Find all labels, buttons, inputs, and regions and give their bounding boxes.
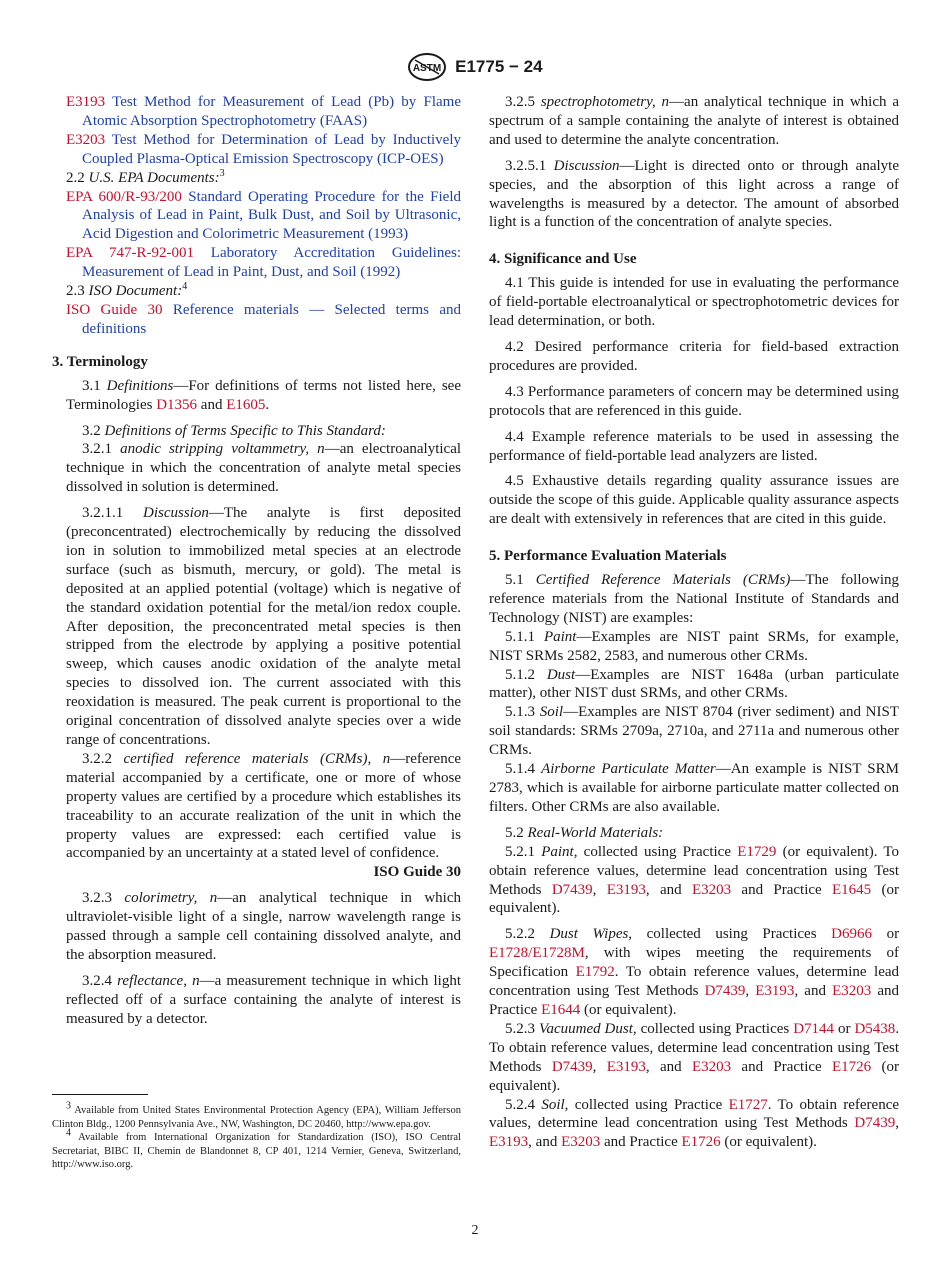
reference-link[interactable]: D7144 xyxy=(793,1020,835,1037)
paragraph-3-2-4: 3.2.4 reflectance, n—a measurement technique in which light reflected off of a surface containing the analyte of interest is measured by a detector. xyxy=(66,972,462,1027)
reference-link[interactable]: E1792 xyxy=(575,964,615,981)
paragraph-5-2: 5.2 Real-World Materials: xyxy=(505,824,664,841)
paragraph-5-1-3: 5.1.3 Soil—Examples are NIST 8704 (river sediment) and NIST soil standards: SRMs 2709a, 2710a, and 2711a and numerous other CRMs. xyxy=(489,704,899,759)
astm-logo-icon xyxy=(407,52,447,82)
reference-code[interactable]: ISO Guide 30 xyxy=(66,301,163,318)
reference-link[interactable]: E1605 xyxy=(226,396,266,413)
reference-title[interactable]: Reference materials — Selected terms and definitions xyxy=(82,301,461,337)
reference-link[interactable]: E3193 xyxy=(606,1058,646,1075)
reference-link[interactable]: E3203 xyxy=(691,1058,732,1075)
footnotes xyxy=(52,1100,462,1172)
paragraph-4-4: 4.4 Example reference materials to be used in assessing the performance of field-portable lead analyzers are listed. xyxy=(489,428,900,464)
paragraph-5-2-3: 5.2.3 Vacuumed Dust, collected using Practices D7144 or D5438. To obtain reference values, determine lead concentration using Test Methods D7439, E3193, and E3203 and Practice E1726 (or equivalent). xyxy=(489,1020,900,1094)
reference-link[interactable]: D5438 xyxy=(854,1020,896,1037)
reference-link[interactable]: E3203 xyxy=(561,1134,601,1151)
paragraph-4-2: 4.2 Desired performance criteria for field-based extraction procedures are provided. xyxy=(489,338,899,374)
paragraph-3-2-5-1: 3.2.5.1 Discussion—Light is directed onto or through analyte species, and the absorption of this light across a range of wavelengths is measured by a detector. The amount of absorbed light is a function of the concentration of analyte species. xyxy=(489,157,899,231)
reference-title[interactable]: Laboratory Accreditation Guidelines: Measurement of Lead in Paint, Dust, and Soil (1992) xyxy=(82,245,462,281)
page-number: 2 xyxy=(471,1223,479,1238)
reference-code[interactable]: E3193 xyxy=(66,94,106,110)
reference-code[interactable]: EPA 747-R-92-001 xyxy=(66,245,194,262)
paragraph-3-2-3: 3.2.3 colorimetry, n—an analytical technique in which ultraviolet-visible light of a single, narrow wavelength range is passed through a sample cell containing dissolved analyte, and the absorption measured. xyxy=(66,890,462,963)
footnote-divider xyxy=(52,1094,148,1095)
designation: E1775 − 24 xyxy=(455,56,543,76)
reference-item xyxy=(66,301,461,339)
paragraph-5-1-1: 5.1.1 Paint—Examples are NIST paint SRMs, for example, NIST SRMs 2582, 2583, and numerous other CRMs. xyxy=(489,628,899,664)
reference-item xyxy=(66,188,461,245)
paragraph-3-1: 3.1 Definitions—For definitions of terms not listed here, see Terminologies D1356 and E1605. xyxy=(66,377,461,413)
paragraph-4-1: 4.1 This guide is intended for use in evaluating the performance of field-portable electroanalytical or spectrophotometric devices for lead determination, or both. xyxy=(489,275,899,330)
paragraph-3-2-2: 3.2.2 certified reference materials (CRMs), n—reference material accompanied by a certificate, one or more of whose property values are certified by a procedure which establishes its traceability to an accurate realization of the unit in which the property values are expressed: each certified value is accompanied by an uncertainty at a stated level of confidence. xyxy=(66,750,462,862)
reference-link[interactable]: E3203 xyxy=(691,881,732,898)
reference-item xyxy=(66,131,461,169)
source-citation: ISO Guide 30 xyxy=(373,864,461,881)
paragraph-3-2: 3.2 Definitions of Terms Specific to This Standard: xyxy=(82,422,386,439)
reference-title[interactable]: Standard Operating Procedure for the Field Analysis of Lead in Paint, Bulk Dust, and Soil by Ultrasonic, Acid Digestion and Colorimetric Measurement (1993) xyxy=(82,188,462,243)
reference-link[interactable]: D6966 xyxy=(831,926,872,943)
right-column xyxy=(489,93,899,1152)
reference-link[interactable]: E1728/E1728M xyxy=(489,945,585,962)
reference-link[interactable]: E1726 xyxy=(681,1134,721,1151)
paragraph-5-2-1: 5.2.1 Paint, collected using Practice E1729 (or equivalent). To obtain reference values, determine lead concentration using Test Methods D7439, E3193, and E3203 and Practice E1645 (or equivalent). xyxy=(489,843,900,917)
reference-link[interactable]: E3193 xyxy=(489,1134,529,1151)
reference-code[interactable]: EPA 600/R-93/200 xyxy=(66,188,182,205)
section-heading-performance: 5. Performance Evaluation Materials xyxy=(489,548,727,565)
reference-link[interactable]: D7439 xyxy=(854,1115,896,1132)
left-column xyxy=(52,93,462,1029)
page-header xyxy=(0,52,950,82)
section-heading-terminology: 3. Terminology xyxy=(52,353,148,370)
paragraph-3-2-1: 3.2.1 anodic stripping voltammetry, n—an electroanalytical technique in which the concentration of analyte metal species dissolved in solution is determined. xyxy=(66,441,462,496)
reference-link[interactable]: D7439 xyxy=(704,983,746,1000)
reference-link[interactable]: D7439 xyxy=(551,881,593,898)
footnote-3: $^3$ Available from United States Environmental Protection Agency (EPA), William Jefferson Clinton Bldg., 1200 Pennsylvania Ave., NW, Washington, DC 20460, http://www.epa.gov. xyxy=(52,1100,461,1130)
reference-link[interactable]: D1356 xyxy=(156,396,198,413)
reference-link[interactable]: E1726 xyxy=(832,1058,872,1075)
subsection-2-3: 2.3 ISO Document:$^4$ xyxy=(66,281,188,300)
reference-title[interactable]: Test Method for Determination of Lead by Inductively Coupled Plasma-Optical Emission Spectroscopy (ICP-OES) xyxy=(82,131,461,167)
reference-link[interactable]: E3193 xyxy=(755,983,795,1000)
paragraph-5-1-4: 5.1.4 Airborne Particulate Matter—An example is NIST SRM 2783, which is available for airborne particulate matter collected on filters. Other CRMs are also available. xyxy=(489,761,899,815)
svg-text:ASTM: ASTM xyxy=(413,63,442,74)
paragraph-5-2-4: 5.2.4 Soil, collected using Practice E1727. To obtain reference values, determine lead concentration using Test Methods D7439, E3193, and E3203 and Practice E1726 (or equivalent). xyxy=(489,1096,900,1151)
paragraph-5-1-2: 5.1.2 Dust—Examples are NIST 1648a (urban particulate matter), other NIST dust SRMs, and other CRMs. xyxy=(489,666,900,702)
reference-link[interactable]: E1644 xyxy=(541,1001,581,1018)
paragraph-4-5: 4.5 Exhaustive details regarding quality assurance issues are outside the scope of this guide. Applicable quality assurance aspects are dealt with extensively in references that are cited in this guide. xyxy=(489,473,899,528)
reference-link[interactable]: E3193 xyxy=(606,881,646,898)
reference-link[interactable]: E1645 xyxy=(832,881,872,898)
paragraph-5-2-2: 5.2.2 Dust Wipes, collected using Practices D6966 or E1728/E1728M, with wipes meeting the requirements of Specification E1792. To obtain reference values, determine lead concentration using Test Methods D7439, E3193, and E3203 and Practice E1644 (or equivalent). xyxy=(489,926,900,1018)
reference-link[interactable]: E1729 xyxy=(737,843,777,860)
reference-code[interactable]: E3203 xyxy=(66,131,106,148)
footnote-4: $^4$ Available from International Organization for Standardization (ISO), ISO Central Secretariat, BIBC II, Chemin de Blandonnet 8, CP 401, 1214 Vernier, Geneva, Switzerland, http://www.iso.org. xyxy=(52,1127,462,1170)
paragraph-3-2-1-1: 3.2.1.1 Discussion—The analyte is first deposited (preconcentrated) electrochemically by reducing the dissolved ion in solution to immobilized metal species at an electrode surface (such as bismuth, mercury, or gold). The metal is deposited at an applied potential (voltage) which is negative of the standard oxidation potential for the metal/ion redox couple. After deposition, the preconcentrated metal species is then stripped from the electrode by applying a positive potential sweep, which causes anodic oxidation of the analyte metal species to dissolved ion. The current associated with this reoxidation is measured. The peak current is proportional to the original concentration of dissolved analyte species over a wide range of concentrations. xyxy=(66,505,461,748)
section-heading-significance: 4. Significance and Use xyxy=(489,251,637,268)
reference-item xyxy=(66,93,461,131)
paragraph-3-2-5: 3.2.5 spectrophotometry, n—an analytical technique in which a spectrum of a sample containing the analyte of interest is obtained and used to determine the analyte concentration. xyxy=(489,94,899,148)
paragraph-4-3: 4.3 Performance parameters of concern may be determined using protocols that are referenced in this guide. xyxy=(489,383,900,419)
reference-title[interactable]: Test Method for Measurement of Lead (Pb) by Flame Atomic Absorption Spectrophotometry (FAAS) xyxy=(82,94,461,129)
reference-link[interactable]: E3203 xyxy=(832,983,872,1000)
reference-link[interactable]: D7439 xyxy=(551,1058,593,1075)
subsection-2-2: 2.2 U.S. EPA Documents:$^3$ xyxy=(66,167,225,186)
reference-item xyxy=(66,244,461,282)
reference-link[interactable]: E1727 xyxy=(728,1096,768,1113)
paragraph-5-1: 5.1 Certified Reference Materials (CRMs)—The following reference materials from the National Institute of Standards and Technology (NIST) are examples: xyxy=(489,572,900,626)
